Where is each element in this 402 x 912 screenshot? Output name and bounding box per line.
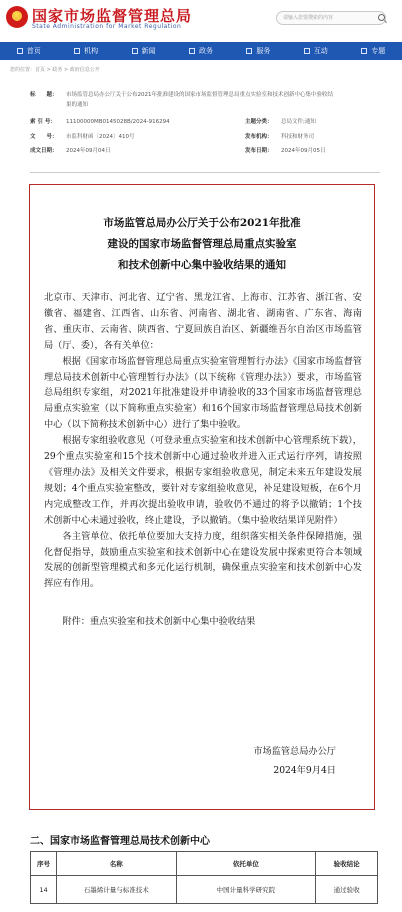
table-header-row	[31, 852, 378, 876]
affairs-icon	[189, 48, 195, 54]
topic-icon	[361, 48, 367, 54]
info-title-row: 标 题： 市场监管总局办公厅关于公布2021年批准建设的国家市场监督管理总局重点实验室和技术创新中心集中验收结	[30, 92, 334, 98]
document-frame	[29, 184, 375, 810]
search-icon[interactable]	[378, 14, 385, 21]
info-title-row-2: 果的通知	[66, 102, 89, 108]
nav-item-org[interactable]: 机构	[57, 42, 114, 60]
nav-item-service[interactable]: 服务	[230, 42, 287, 60]
nav-item-news[interactable]: 新闻	[115, 42, 172, 60]
document-body	[44, 290, 362, 630]
nav-item-topic[interactable]: 专题	[345, 42, 402, 60]
nav-item-affairs[interactable]: 政务	[172, 42, 229, 60]
column-header: 依托单位	[176, 852, 316, 876]
divider	[30, 172, 380, 173]
search-input[interactable]: 请输入您要搜索的内容	[276, 11, 386, 25]
news-icon	[132, 48, 138, 54]
site-title[interactable]: 国家市场监督管理总局	[32, 7, 193, 25]
document-signature: 市场监管总局办公厅 2024年9月4日	[253, 746, 336, 776]
body-paragraph: 各主管单位、依托单位要加大支持力度，组织落实相关条件保障措施，强化督促指导，鼓励重点实验室和技术创新中心在建设发展中探索更符合本领域发展的创新型管理模式和多元化运行机制，确保重点实验室和技术创新中心发挥应有作用。	[44, 530, 362, 590]
body-paragraph: 根据《国家市场监督管理总局重点实验室管理暂行办法》《国家市场监督管理总局技术创新中心管理暂行办法》（以下统称《管理办法》）要求，市场监管总局组织专家组，对2021年批准建设并申请验收的33个国家市场监督管理总局重点实验室（以下简称重点实验室）和16个国家市场监督管理总局技术创新中心（以下简称技术创新中心）进行了集中验收。	[44, 355, 362, 431]
info-index-row: 索 引 号： 11100000MB0145028B/2024-916294	[30, 119, 170, 125]
info-doc-row: 文 号： 市监科财函〔2024〕410号	[30, 134, 135, 140]
nav-item-home[interactable]: 首页	[0, 42, 57, 60]
nav-item-interact[interactable]: 互动	[287, 42, 344, 60]
table-cell: 通过验收	[316, 876, 378, 904]
table-cell: 石墨烯计量与标准技术	[56, 876, 176, 904]
national-emblem-icon[interactable]: ★	[6, 6, 28, 28]
body-paragraph: 根据专家组验收意见（可登录重点实验室和技术创新中心管理系统下载），29个重点实验室和15个技术创新中心通过验收并进入正式运行序列，请按照《管理办法》及相关文件要求，根据专家组验收意见，制定未来五年建设发展规划；4个重点实验室整改，要针对专家组验收意见，补足建设短板，在6个月内完成整改工作，并再次提出验收申请，验收仍不通过的将予以撤销；1个技术创新中心未通过验收，终止建设，予以撤销。（集中验收结果详见附件）	[44, 435, 362, 526]
document-title: 市场监管总局办公厅关于公布2021年批准 建设的国家市场监督管理总局重点实验室 和技术创新中心集中验收结果的通知	[103, 217, 301, 271]
building-icon	[74, 48, 80, 54]
column-header: 名称	[56, 852, 176, 876]
table-cell: 中国计量科学研究院	[176, 876, 316, 904]
service-icon	[246, 48, 252, 54]
info-org-row: 发布机构： 科技和财务司	[245, 134, 315, 140]
results-table	[30, 851, 378, 904]
addressees-paragraph: 北京市、天津市、河北省、辽宁省、黑龙江省、上海市、江苏省、浙江省、安徽省、福建省、江西省、山东省、河南省、湖北省、湖南省、广东省、海南省、重庆市、云南省、陕西省、宁夏回族自治区、新疆维吾尔自治区市场监管局（厅、委），各有关单位：	[44, 292, 362, 351]
table-cell: 14	[31, 876, 57, 904]
column-header: 序号	[31, 852, 57, 876]
home-icon	[17, 48, 23, 54]
chat-icon	[304, 48, 310, 54]
site-subtitle: State Administration for Market Regulation	[32, 23, 182, 30]
section-title: 二、国家市场监督管理总局技术创新中心	[30, 836, 210, 847]
attachment-link[interactable]: 附件：重点实验室和技术创新中心集中验收结果	[62, 616, 256, 628]
site-header	[0, 0, 402, 40]
info-pub-row: 发布日期： 2024年09月05日	[245, 148, 326, 154]
table-row	[31, 876, 378, 904]
breadcrumb[interactable]: 您的位置：首页 > 政务 > 政府信息公开	[10, 67, 100, 73]
main-nav	[0, 42, 402, 60]
info-topic-row: 主题分类： 总局文件;通知	[245, 119, 316, 125]
column-header: 验收结论	[316, 852, 378, 876]
info-date-row: 成文日期： 2024年09月04日	[30, 148, 111, 154]
